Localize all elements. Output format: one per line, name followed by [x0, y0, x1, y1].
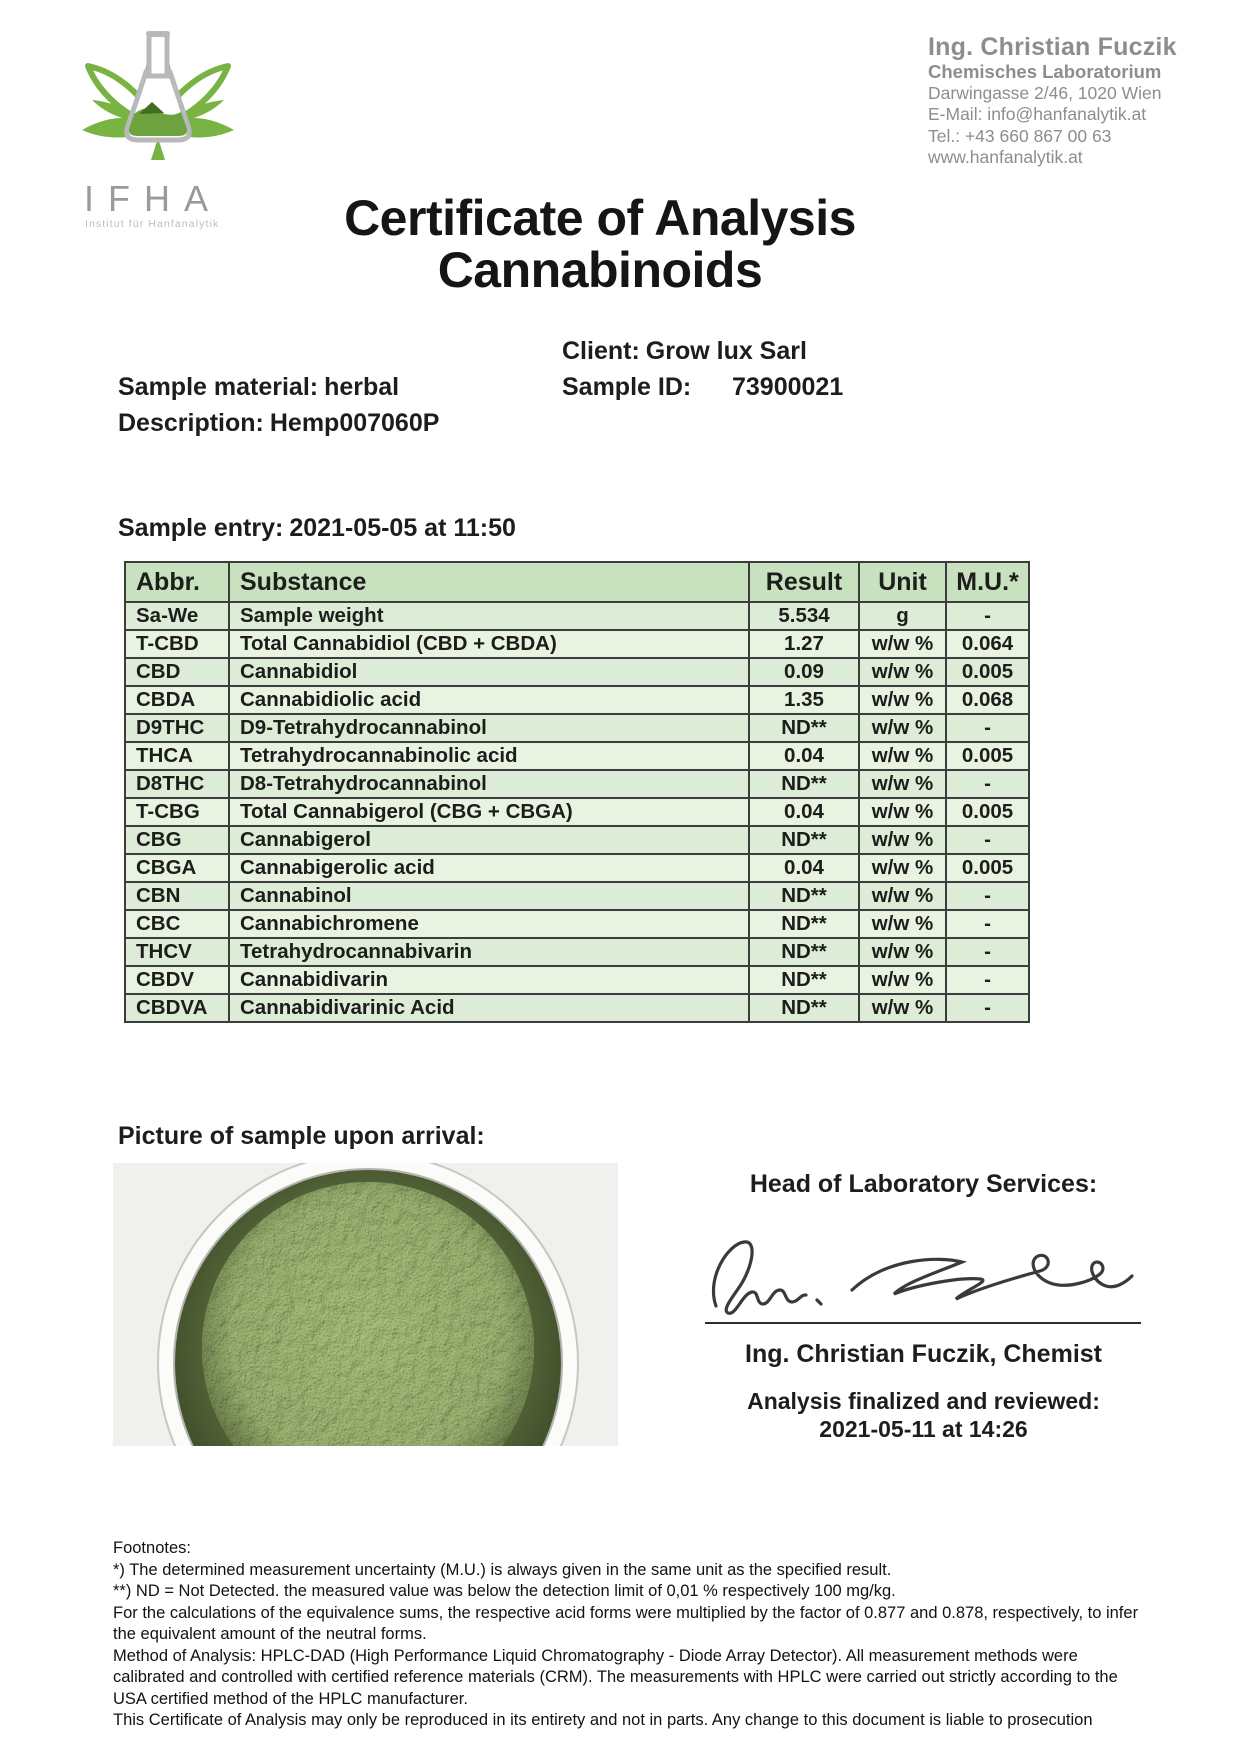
- table-cell: -: [946, 882, 1029, 910]
- client-line: [562, 337, 807, 366]
- table-row: [125, 658, 1029, 686]
- table-cell: w/w %: [859, 994, 946, 1022]
- lab-contact-block: [928, 34, 1177, 169]
- table-cell: 0.005: [946, 742, 1029, 770]
- table-cell: Cannabidiolic acid: [229, 686, 749, 714]
- table-cell: 0.005: [946, 658, 1029, 686]
- table-cell: w/w %: [859, 938, 946, 966]
- table-cell: ND**: [749, 966, 859, 994]
- sample-entry-value: 2021-05-05 at 11:50: [289, 514, 516, 542]
- signature-heading: Head of Laboratory Services:: [749, 1170, 1098, 1198]
- description-label: Description:: [118, 409, 264, 437]
- table-cell: w/w %: [859, 966, 946, 994]
- footnotes-title: Footnotes:: [113, 1539, 191, 1557]
- table-cell: Cannabinol: [229, 882, 749, 910]
- table-cell: 1.27: [749, 630, 859, 658]
- table-cell: 1.35: [749, 686, 859, 714]
- table-row: [125, 854, 1029, 882]
- table-cell: ND**: [749, 938, 859, 966]
- table-cell: Cannabichromene: [229, 910, 749, 938]
- table-cell: Cannabidivarin: [229, 966, 749, 994]
- table-cell: THCA: [125, 742, 229, 770]
- table-cell: Tetrahydrocannabinolic acid: [229, 742, 749, 770]
- table-cell: w/w %: [859, 882, 946, 910]
- table-cell: g: [859, 602, 946, 630]
- table-cell: 0.068: [946, 686, 1029, 714]
- photo-label: Picture of sample upon arrival:: [118, 1122, 485, 1150]
- table-cell: Total Cannabigerol (CBG + CBGA): [229, 798, 749, 826]
- table-cell: -: [946, 938, 1029, 966]
- sample-material-line: [118, 373, 399, 402]
- table-cell: CBGA: [125, 854, 229, 882]
- table-cell: ND**: [749, 714, 859, 742]
- table-row: [125, 630, 1029, 658]
- sample-photo: [113, 1163, 618, 1446]
- table-cell: w/w %: [859, 798, 946, 826]
- handwritten-signature-icon: [700, 1232, 1140, 1320]
- table-cell: D8-Tetrahydrocannabinol: [229, 770, 749, 798]
- table-cell: CBG: [125, 826, 229, 854]
- table-cell: CBDVA: [125, 994, 229, 1022]
- table-cell: 0.064: [946, 630, 1029, 658]
- table-row: [125, 602, 1029, 630]
- contact-email: E-Mail: info@hanfanalytik.at: [928, 104, 1147, 124]
- table-row: [125, 798, 1029, 826]
- table-cell: D9-Tetrahydrocannabinol: [229, 714, 749, 742]
- table-row: [125, 910, 1029, 938]
- table-cell: -: [946, 826, 1029, 854]
- header-mu: M.U.*: [946, 562, 1029, 602]
- table-cell: Cannabidiol: [229, 658, 749, 686]
- logo-subtitle: Institut für Hanfanalytik: [85, 218, 220, 230]
- table-cell: Cannabidivarinic Acid: [229, 994, 749, 1022]
- table-cell: 0.04: [749, 742, 859, 770]
- sample-entry-label: Sample entry:: [118, 514, 284, 542]
- table-cell: -: [946, 714, 1029, 742]
- description-value: Hemp007060P: [269, 409, 440, 437]
- table-cell: 0.04: [749, 854, 859, 882]
- table-header-row: [125, 562, 1029, 602]
- table-cell: w/w %: [859, 770, 946, 798]
- logo-letters: IFHA: [84, 178, 223, 219]
- footnotes: [113, 1538, 1153, 1732]
- table-cell: ND**: [749, 882, 859, 910]
- contact-phone: Tel.: +43 660 867 00 63: [928, 125, 1112, 146]
- footnote-equivalence: For the calculations of the equivalence sums, the respective acid forms were multiplied by the factor of 0.877 and 0.878, respectively, to infer the equivalent amount of the neutral forms.: [113, 1603, 1139, 1643]
- table-cell: Sample weight: [229, 602, 749, 630]
- hemp-leaf-flask-icon: [76, 26, 240, 174]
- table-cell: w/w %: [859, 714, 946, 742]
- contact-name: Ing. Christian Fuczik: [928, 33, 1177, 61]
- document-title: [0, 192, 1200, 296]
- sample-material-value: herbal: [324, 373, 400, 401]
- header-result: Result: [749, 562, 859, 602]
- footnote-mu: *) The determined measurement uncertainty (M.U.) is always given in the same unit as the specified result.: [113, 1560, 892, 1579]
- table-cell: -: [946, 966, 1029, 994]
- table-cell: 0.005: [946, 798, 1029, 826]
- sample-id-value: 73900021: [732, 373, 844, 401]
- table-cell: D9THC: [125, 714, 229, 742]
- cannabinoid-results-table: [124, 561, 1030, 1023]
- footnote-nd: **) ND = Not Detected. the measured value was below the detection limit of 0,01 % respectively 100 mg/kg.: [113, 1582, 896, 1600]
- finalized-label: Analysis finalized and reviewed:: [747, 1388, 1100, 1414]
- client-label: Client:: [562, 337, 640, 365]
- sample-material-label: Sample material:: [118, 373, 319, 401]
- table-cell: Total Cannabidiol (CBD + CBDA): [229, 630, 749, 658]
- table-cell: CBDA: [125, 686, 229, 714]
- table-cell: 0.04: [749, 798, 859, 826]
- signature-line: [705, 1322, 1141, 1324]
- table-cell: -: [946, 910, 1029, 938]
- header-substance: Substance: [229, 562, 749, 602]
- table-row: [125, 714, 1029, 742]
- contact-address: Darwingasse 2/46, 1020 Wien: [928, 82, 1162, 103]
- table-row: [125, 686, 1029, 714]
- table-cell: -: [946, 602, 1029, 630]
- table-cell: w/w %: [859, 630, 946, 658]
- client-value: Grow lux Sarl: [645, 337, 807, 365]
- sample-entry-line: [118, 514, 516, 543]
- table-cell: Sa-We: [125, 602, 229, 630]
- table-cell: CBN: [125, 882, 229, 910]
- table-cell: ND**: [749, 826, 859, 854]
- table-row: [125, 994, 1029, 1022]
- table-cell: CBC: [125, 910, 229, 938]
- signer-name: Ing. Christian Fuczik, Chemist: [745, 1340, 1102, 1368]
- footnote-method: Method of Analysis: HPLC-DAD (High Performance Liquid Chromatography - Diode Array Detector). All measurement methods were calibrated and controlled with certified reference materials (CRM). The measurements with HPLC were carried out strictly according to the USA certified method of the HPLC manufacturer.: [113, 1646, 1118, 1708]
- table-row: [125, 770, 1029, 798]
- table-cell: ND**: [749, 910, 859, 938]
- table-cell: D8THC: [125, 770, 229, 798]
- sample-id-label: Sample ID:: [562, 373, 692, 401]
- table-cell: T-CBD: [125, 630, 229, 658]
- header-unit: Unit: [859, 562, 946, 602]
- table-cell: Tetrahydrocannabivarin: [229, 938, 749, 966]
- table-cell: Cannabigerol: [229, 826, 749, 854]
- table-cell: w/w %: [859, 686, 946, 714]
- table-cell: w/w %: [859, 658, 946, 686]
- table-row: [125, 742, 1029, 770]
- table-cell: w/w %: [859, 826, 946, 854]
- table-row: [125, 882, 1029, 910]
- table-cell: ND**: [749, 994, 859, 1022]
- header-abbr: Abbr.: [125, 562, 229, 602]
- table-row: [125, 966, 1029, 994]
- table-cell: w/w %: [859, 910, 946, 938]
- table-cell: Cannabigerolic acid: [229, 854, 749, 882]
- title-line-1: Certificate of Analysis: [344, 190, 856, 246]
- description-line: [118, 409, 439, 438]
- finalized-date: 2021-05-11 at 14:26: [819, 1416, 1028, 1442]
- table-cell: THCV: [125, 938, 229, 966]
- contact-website: www.hanfanalytik.at: [928, 147, 1083, 167]
- table-cell: T-CBG: [125, 798, 229, 826]
- table-cell: CBD: [125, 658, 229, 686]
- table-cell: 0.005: [946, 854, 1029, 882]
- table-row: [125, 826, 1029, 854]
- table-cell: w/w %: [859, 854, 946, 882]
- contact-lab: Chemisches Laboratorium: [928, 61, 1162, 82]
- table-row: [125, 938, 1029, 966]
- table-cell: CBDV: [125, 966, 229, 994]
- table-cell: w/w %: [859, 742, 946, 770]
- footnote-reproduction: This Certificate of Analysis may only be reproduced in its entirety and not in parts. Any change to this document is liable to prosecution: [113, 1711, 1093, 1729]
- table-cell: 5.534: [749, 602, 859, 630]
- table-cell: -: [946, 994, 1029, 1022]
- table-cell: 0.09: [749, 658, 859, 686]
- title-line-2: Cannabinoids: [437, 242, 763, 298]
- table-cell: -: [946, 770, 1029, 798]
- table-cell: ND**: [749, 770, 859, 798]
